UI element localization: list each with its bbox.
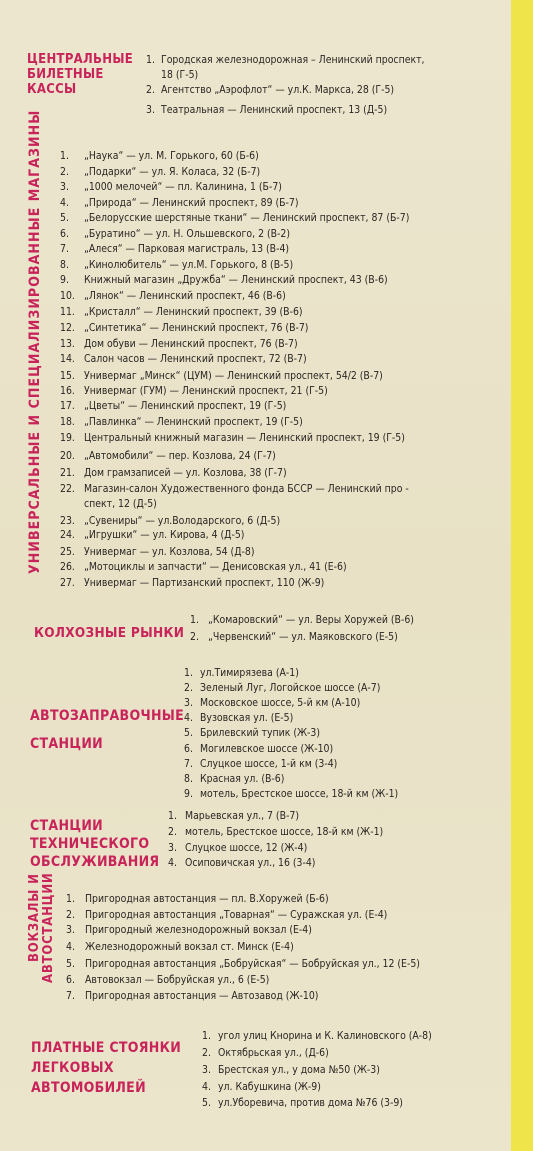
item-text: [185, 857, 315, 869]
item-number: 20.: [60, 450, 75, 462]
item-number: 14.: [60, 353, 75, 365]
item-text: [84, 290, 286, 302]
item-number: 2.: [202, 1047, 211, 1059]
item-number: 7.: [66, 990, 75, 1002]
item-text-line: Салон часов — Ленинский проспект, 72 (В-7): [84, 353, 307, 365]
item-text: [84, 322, 308, 334]
item-number: 3.: [184, 697, 193, 709]
item-text-line: Вузовская ул. (Е-5): [200, 712, 294, 724]
item-number: 1.: [184, 667, 193, 679]
item-text: [84, 450, 276, 462]
item-number: 21.: [60, 467, 75, 479]
item-text-line: Книжный магазин „Дружба“ — Ленинский проспект, 43 (В-6): [84, 274, 388, 286]
gas-stations-title: [30, 702, 184, 758]
item-text-line: Пригородная автостанция — Автозавод (Ж-10): [85, 990, 319, 1002]
item-text-line: Дом грамзаписей — ул. Козлова, 38 (Г-7): [84, 467, 287, 479]
item-text: [84, 197, 299, 209]
item-number: 8.: [184, 773, 193, 785]
item-number: 9.: [184, 788, 193, 800]
item-text: [218, 1081, 321, 1093]
item-text: [200, 697, 360, 709]
item-text: [84, 529, 244, 541]
item-number: 12.: [60, 322, 75, 334]
item-text: [85, 958, 420, 970]
item-text-line: „Наука“ — ул. М. Горького, 60 (Б-6): [84, 150, 259, 162]
item-number: 1.: [146, 54, 155, 66]
item-number: 6.: [184, 743, 193, 755]
item-number: 13.: [60, 338, 75, 350]
item-text-line: Слуцкое шоссе, 1-й км (3-4): [200, 758, 338, 770]
item-text: [200, 758, 337, 770]
item-number: 2.: [190, 631, 199, 643]
item-number: 15.: [60, 370, 75, 382]
item-text-line: „Синтетика“ — Ленинский проспект, 76 (В-7): [84, 322, 309, 334]
item-text: [85, 909, 387, 921]
item-text-line: „Белорусские шерстяные ткани“ — Ленинский проспект, 87 (Б-7): [84, 212, 410, 224]
service-stations-title-line: СТАНЦИИ: [30, 818, 103, 834]
item-text: [84, 306, 303, 318]
item-number: 17.: [60, 400, 75, 412]
item-text-line: угол улиц Кнорина и К. Калиновского (А-8): [218, 1030, 432, 1042]
item-text: [84, 561, 347, 573]
item-number: 5.: [66, 958, 75, 970]
item-text-line: Пригородная автостанция „Бобруйская“ — Бобруйская ул., 12 (Е-5): [85, 958, 420, 970]
item-text-line: Агентство „Аэрофлот“ — ул.К. Маркса, 28 (Г-5): [161, 84, 395, 96]
item-text: [85, 990, 318, 1002]
item-text-line: Пригородная автостанция — пл. В.Хоружей (Б-6): [85, 893, 329, 905]
item-number: 3.: [60, 181, 69, 193]
service-stations-title: [30, 817, 159, 871]
item-text: [84, 274, 388, 286]
parking-title-line: ПЛАТНЫЕ СТОЯНКИ: [31, 1040, 182, 1056]
item-text-line: „Павлинка“ — Ленинский проспект, 19 (Г-5): [84, 416, 303, 428]
item-text: [84, 370, 383, 382]
item-text: [218, 1064, 380, 1076]
item-number: 2.: [168, 826, 177, 838]
item-text: [85, 893, 329, 905]
item-number: 2.: [184, 682, 193, 694]
item-number: 2.: [66, 909, 75, 921]
item-text: [84, 353, 307, 365]
item-text: [200, 773, 284, 785]
item-text: [200, 712, 293, 724]
item-text: [84, 212, 409, 224]
item-number: 3.: [168, 842, 177, 854]
item-text-line: Универмаг „Минск“ (ЦУМ) — Ленинский проспект, 54/2 (В-7): [84, 370, 383, 382]
item-number: 1.: [66, 893, 75, 905]
item-number: 3.: [146, 104, 155, 116]
item-number: 9.: [60, 274, 69, 286]
item-text-line: Могилевское шоссе (Ж-10): [200, 743, 334, 755]
item-text: [161, 104, 387, 116]
item-text: [200, 667, 299, 679]
item-text: [84, 259, 293, 271]
item-text-line: ул.Уборевича, против дома №76 (3-9): [218, 1097, 403, 1109]
item-text-line: „Цветы“ — Ленинский проспект, 19 (Г-5): [84, 400, 287, 412]
item-text: [84, 228, 290, 240]
stations-vertical-title-line-2: АВТОСТАНЦИИ: [41, 872, 56, 983]
item-text: [218, 1097, 403, 1109]
item-text-line: Театральная — Ленинский проспект, 13 (Д-5): [161, 104, 388, 116]
item-text-line: Универмаг — Партизанский проспект, 110 (Ж-9): [84, 577, 325, 589]
item-text-line: „Буратино“ — ул. Н. Ольшевского, 2 (В-2): [84, 228, 291, 240]
item-text-line: Октябрьская ул., (Д-6): [218, 1047, 329, 1059]
item-number: 6.: [60, 228, 69, 240]
ticket-offices-title: [27, 52, 133, 97]
item-number: 1.: [202, 1030, 211, 1042]
item-text: [185, 810, 299, 822]
item-text-line: „Кинолюбитель“ — ул.М. Горького, 8 (В-5): [84, 259, 294, 271]
item-number: 26.: [60, 561, 75, 573]
item-text: [208, 631, 398, 643]
item-number: 5.: [202, 1097, 211, 1109]
item-number: 7.: [60, 243, 69, 255]
item-text-line: Зеленый Луг, Логойское шоссе (А-7): [200, 682, 381, 694]
item-text-line: спект, 12 (Д-5): [84, 498, 157, 510]
item-text: [84, 467, 287, 479]
item-text-line: Брестская ул., у дома №50 (Ж-3): [218, 1064, 380, 1076]
yellow-edge-stripe: [511, 0, 533, 1151]
item-text-line: „Лянок“ — Ленинский проспект, 46 (В-6): [84, 290, 286, 302]
item-text: [84, 385, 328, 397]
item-text: [84, 432, 405, 444]
item-text: [84, 416, 303, 428]
item-text-line: ул.Тимирязева (А-1): [200, 667, 299, 679]
item-number: 16.: [60, 385, 75, 397]
stations-vertical-title-line-1: ВОКЗАЛЫ И: [27, 873, 42, 962]
item-text: [200, 727, 320, 739]
item-number: 2.: [60, 166, 69, 178]
ticket-offices-title-line: БИЛЕТНЫЕ: [27, 67, 104, 82]
item-text-line: Слуцкое шоссе, 12 (Ж-4): [185, 842, 308, 854]
item-number: 5.: [60, 212, 69, 224]
item-text-line: Центральный книжный магазин — Ленинский проспект, 19 (Г-5): [84, 432, 405, 444]
item-number: 8.: [60, 259, 69, 271]
item-text: [84, 181, 282, 193]
item-number: 4.: [168, 857, 177, 869]
item-text-line: 18 (Г-5): [161, 69, 199, 81]
item-text: [200, 682, 380, 694]
item-text: [85, 941, 294, 953]
item-number: 1.: [60, 150, 69, 162]
item-text: [161, 54, 425, 81]
parking-title: [31, 1038, 181, 1098]
item-number: 4.: [60, 197, 69, 209]
item-text: [84, 546, 254, 558]
item-text-line: „Червенский“ — ул. Маяковского (Е-5): [208, 631, 398, 643]
gas-stations-title-line: АВТОЗАПРАВОЧНЫЕ: [30, 708, 185, 724]
item-text-line: Осиповичская ул., 16 (3-4): [185, 857, 316, 869]
item-text-line: „Автомобили“ — пер. Козлова, 24 (Г-7): [84, 450, 276, 462]
service-stations-title-line: ТЕХНИЧЕСКОГО: [30, 836, 150, 852]
item-number: 22.: [60, 483, 75, 495]
item-text-line: Брилевский тупик (Ж-3): [200, 727, 321, 739]
item-text: [84, 483, 409, 510]
item-text: [185, 842, 307, 854]
item-text-line: „Подарки“ — ул. Я. Коласа, 32 (Б-7): [84, 166, 261, 178]
item-text-line: Магазин-салон Художественного фонда БССР — Ленинский про -: [84, 483, 409, 495]
item-text-line: „Сувениры“ — ул.Володарского, 6 (Д-5): [84, 515, 281, 527]
item-number: 2.: [146, 84, 155, 96]
item-text-line: „1000 мелочей“ — пл. Калинина, 1 (Б-7): [84, 181, 282, 193]
item-text: [84, 338, 298, 350]
item-text-line: Марьевская ул., 7 (В-7): [185, 810, 299, 822]
markets-title: КОЛХОЗНЫЕ РЫНКИ: [34, 625, 185, 641]
item-text: [85, 974, 269, 986]
item-number: 3.: [202, 1064, 211, 1076]
item-text: [84, 243, 289, 255]
item-number: 11.: [60, 306, 75, 318]
item-number: 4.: [66, 941, 75, 953]
item-text: [200, 788, 398, 800]
parking-title-line: ЛЕГКОВЫХ: [31, 1060, 114, 1076]
item-text: [84, 400, 286, 412]
item-text-line: Автовокзал — Бобруйская ул., 6 (Е-5): [85, 974, 270, 986]
service-stations-title-line: ОБСЛУЖИВАНИЯ: [30, 854, 160, 870]
item-text: [84, 166, 260, 178]
item-text-line: „Кристалл“ — Ленинский проспект, 39 (В-6): [84, 306, 303, 318]
stores-vertical-title: УНИВЕРСАЛЬНЫЕ И СПЕЦИАЛИЗИРОВАННЫЕ МАГАЗИНЫ: [27, 109, 43, 574]
item-text: [185, 826, 383, 838]
item-number: 3.: [66, 924, 75, 936]
item-text-line: мотель, Брестское шоссе, 18-й км (Ж-1): [185, 826, 384, 838]
item-number: 19.: [60, 432, 75, 444]
item-text-line: „Мотоциклы и запчасти“ — Денисовская ул., 41 (Е-6): [84, 561, 347, 573]
item-number: 4.: [202, 1081, 211, 1093]
item-number: 4.: [184, 712, 193, 724]
item-text-line: Железнодорожный вокзал ст. Минск (Е-4): [85, 941, 294, 953]
gas-stations-title-line: СТАНЦИИ: [30, 736, 103, 752]
item-text-line: Пригородная автостанция „Товарная“ — Суражская ул. (Е-4): [85, 909, 388, 921]
item-number: 23.: [60, 515, 75, 527]
item-text-line: Пригородный железнодорожный вокзал (Е-4): [85, 924, 312, 936]
item-text-line: „Комаровский“ — ул. Веры Хоружей (В-6): [208, 614, 414, 626]
item-text-line: „Природа“ — Ленинский проспект, 89 (Б-7): [84, 197, 299, 209]
item-text: [84, 577, 324, 589]
item-number: 7.: [184, 758, 193, 770]
item-number: 1.: [168, 810, 177, 822]
item-text-line: Городская железнодорожная – Ленинский проспект,: [161, 54, 425, 66]
item-text-line: Универмаг — ул. Козлова, 54 (Д-8): [84, 546, 255, 558]
item-text-line: „Алеся“ — Парковая магистраль, 13 (В-4): [84, 243, 290, 255]
item-number: 10.: [60, 290, 75, 302]
item-text: [84, 150, 259, 162]
item-text-line: Дом обуви — Ленинский проспект, 76 (В-7): [84, 338, 298, 350]
item-text-line: „Игрушки“ — ул. Кирова, 4 (Д-5): [84, 529, 245, 541]
item-text: [85, 924, 312, 936]
ticket-offices-title-line: КАССЫ: [27, 82, 77, 97]
item-number: 27.: [60, 577, 75, 589]
item-number: 24.: [60, 529, 75, 541]
item-text-line: мотель, Брестское шоссе, 18-й км (Ж-1): [200, 788, 399, 800]
item-text-line: Московское шоссе, 5-й км (А-10): [200, 697, 361, 709]
item-number: 18.: [60, 416, 75, 428]
item-number: 1.: [190, 614, 199, 626]
ticket-offices-title-line: ЦЕНТРАЛЬНЫЕ: [27, 52, 134, 67]
item-text: [208, 614, 414, 626]
item-text: [200, 743, 333, 755]
item-text: [161, 84, 394, 96]
item-text-line: ул. Кабушкина (Ж-9): [218, 1081, 321, 1093]
parking-title-line: АВТОМОБИЛЕЙ: [31, 1080, 146, 1096]
item-text-line: Универмаг (ГУМ) — Ленинский проспект, 21 (Г-5): [84, 385, 328, 397]
item-text-line: Красная ул. (В-6): [200, 773, 285, 785]
item-number: 25.: [60, 546, 75, 558]
item-text: [84, 515, 280, 527]
item-number: 5.: [184, 727, 193, 739]
item-number: 6.: [66, 974, 75, 986]
item-text: [218, 1030, 432, 1042]
item-text: [218, 1047, 329, 1059]
